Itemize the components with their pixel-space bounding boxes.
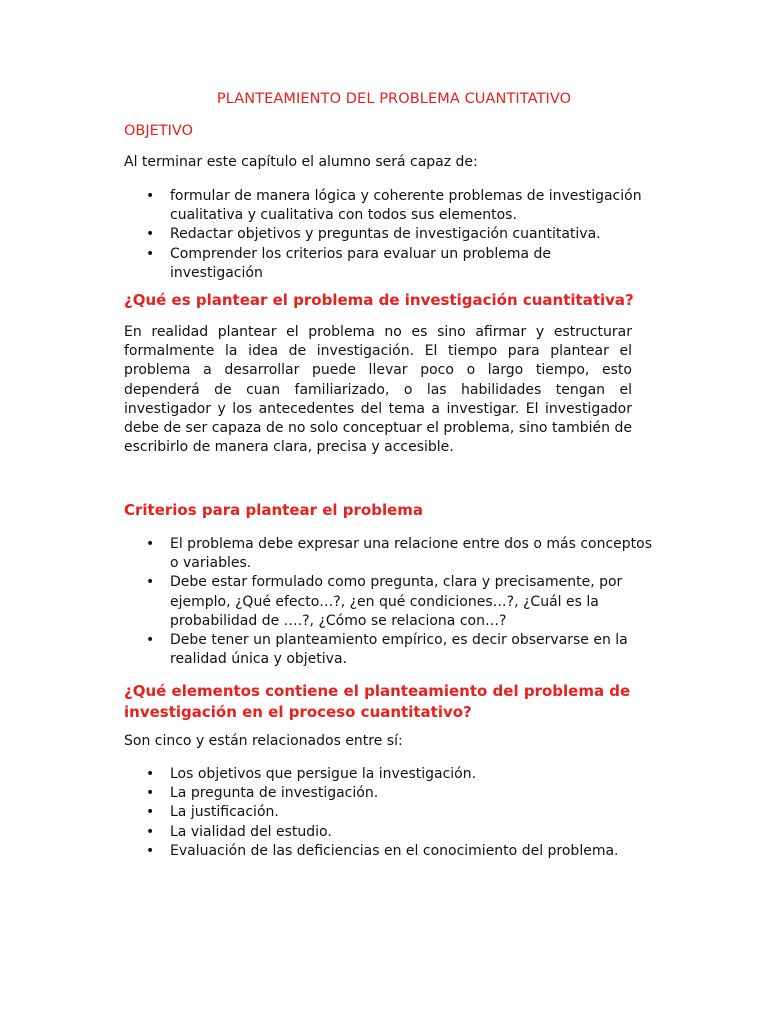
objective-label: OBJETIVO (124, 123, 194, 139)
list-item: • Comprender los criterios para evaluar un problema de investigación (146, 245, 552, 281)
list-item: • Debe estar formulado como pregunta, clara y precisamente, por ejemplo, ¿Qué efecto…?, ¿en qué condiciones…?, ¿Cuál es la probabilidad de ….?, ¿Cómo se relaciona con…? (146, 574, 623, 629)
bullet-icon: • (146, 785, 155, 802)
list-item: • La pregunta de investigación. (124, 784, 644, 803)
bullet-icon: • (146, 574, 155, 591)
bullet-icon: • (146, 804, 155, 821)
criteria-list (124, 535, 664, 669)
list-item: • Redactar objetivos y preguntas de investigación cuantitativa. (124, 225, 644, 244)
section-heading: Criterios para plantear el problema (124, 501, 424, 519)
objectives-list (124, 187, 644, 283)
list-item: • La justificación. (124, 803, 644, 822)
list-item: • Los objetivos que persigue la investigación. (124, 765, 644, 784)
list-item: • La vialidad del estudio. (124, 823, 644, 842)
bullet-icon: • (146, 823, 155, 840)
bullet-icon: • (146, 766, 155, 782)
section-heading: ¿Qué elementos contiene el planteamiento del problema de investigación en el proceso cuantitativo? (124, 682, 631, 721)
section-heading: ¿Qué es plantear el problema de investigación cuantitativa? (124, 291, 634, 309)
list-item: • Debe tener un planteamiento empírico, es decir observarse en la realidad única y objetiva. (146, 632, 628, 668)
bullet-icon: • (146, 188, 155, 204)
bullet-icon: • (146, 536, 155, 552)
list-item: • Evaluación de las deficiencias en el conocimiento del problema. (124, 842, 644, 861)
bullet-icon: • (146, 226, 155, 243)
section-intro: Son cinco y están relacionados entre sí: (124, 733, 403, 749)
bullet-icon: • (146, 632, 155, 649)
elements-list (124, 765, 644, 861)
bullet-icon: • (146, 245, 155, 262)
page-title: PLANTEAMIENTO DEL PROBLEMA CUANTITATIVO (216, 91, 572, 107)
list-item: • formular de manera lógica y coherente problemas de investigación cualitativa y cualitativa con todos sus elementos. (146, 188, 642, 224)
section-paragraph: En realidad plantear el problema no es sino afirmar y estructurar formalmente la idea de investigación. El tiempo para plantear el problema a desarrollar puede llevar poco o largo tiempo, esto dependerá de cuan familiarizado, o las habilidades tengan el investigador y los antecedentes del tema a investigar. El investigador debe de ser capaza de no solo conceptuar el problema, sino también de escribirlo de manera clara, precisa y accesible. (124, 324, 632, 456)
intro-text: Al terminar este capítulo el alumno será capaz de: (124, 154, 478, 170)
bullet-icon: • (146, 842, 155, 859)
list-item: • El problema debe expresar una relacione entre dos o más conceptos o variables. (146, 536, 653, 572)
